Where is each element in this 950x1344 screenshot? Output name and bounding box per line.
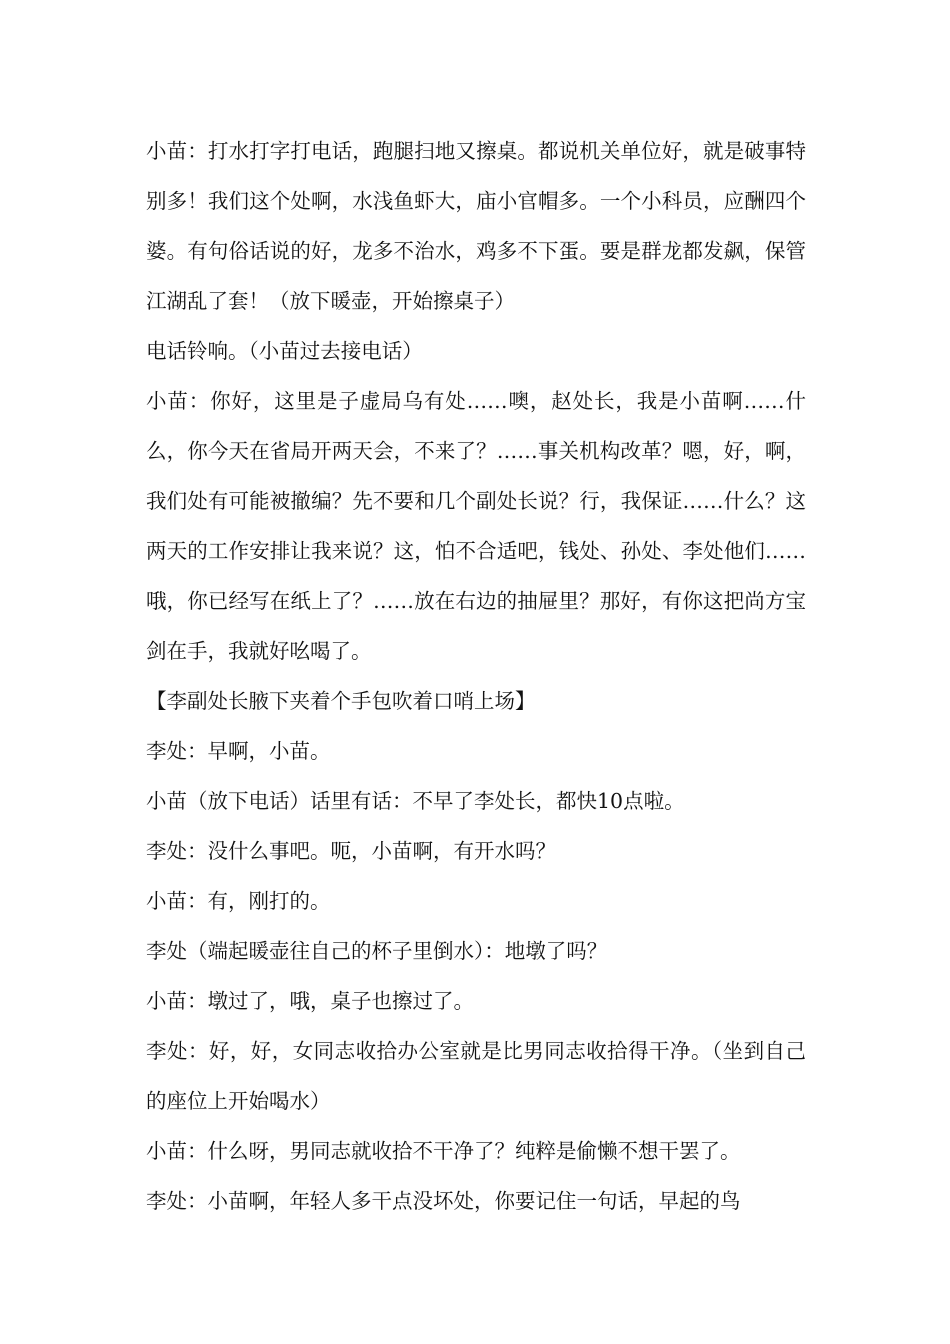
paragraph-xiaomiao-floor: 小苗：墩过了，哦，桌子也擦过了。: [146, 989, 474, 1013]
paragraph-xiaomiao-monologue: 小苗：打水打字打电话，跑腿扫地又擦桌。都说机关单位好，就是破事特别多！我们这个处啊，水浅鱼虾大，庙小官帽多。一个小科员，应酬四个婆。有句俗话说的好，龙多不治水，鸡多不下蛋。要是群龙都发飙，保管江湖乱了套！（放下暖壶，开始擦桌子）: [146, 139, 806, 313]
paragraph-xiaomiao-retort: 小苗：什么呀，男同志就收拾不干净了？纯粹是偷懒不想干罢了。: [146, 1139, 741, 1163]
paragraph-xiaomiao-reply-time: 小苗（放下电话）话里有话：不早了李处长，都快10点啦。: [146, 789, 685, 813]
script-text: [146, 126, 806, 1226]
paragraph-li-greeting: 李处：早啊，小苗。: [146, 739, 331, 763]
paragraph-li-asks-water: 李处：没什么事吧。呃，小苗啊，有开水吗？: [146, 839, 556, 863]
document-page: [146, 0, 806, 1344]
paragraph-stage-direction-li-enters: 【李副处长腋下夹着个手包吹着口哨上场】: [146, 689, 536, 713]
paragraph-li-asks-floor: 李处（端起暖壶往自己的杯子里倒水）：地墩了吗？: [146, 939, 608, 963]
paragraph-xiaomiao-water: 小苗：有，刚打的。: [146, 889, 331, 913]
paragraph-li-praise: 李处：好，好，女同志收拾办公室就是比男同志收拾得干净。（坐到自己的座位上开始喝水）: [146, 1039, 806, 1113]
paragraph-xiaomiao-phone-call: 小苗：你好，这里是子虚局乌有处……噢，赵处长，我是小苗啊……什么，你今天在省局开两天会，不来了？……事关机构改革？嗯，好，啊，我们处有可能被撤编？先不要和几个副处长说？行，我保证……什么？这两天的工作安排让我来说？这，怕不合适吧，钱处、孙处、李处他们……哦，你已经写在纸上了？……放在右边的抽屉里？那好，有你这把尚方宝剑在手，我就好吆喝了。: [146, 389, 806, 663]
paragraph-phone-rings: 电话铃响。（小苗过去接电话）: [146, 339, 423, 363]
paragraph-li-advice: 李处：小苗啊，年轻人多干点没坏处，你要记住一句话，早起的鸟: [146, 1189, 741, 1213]
